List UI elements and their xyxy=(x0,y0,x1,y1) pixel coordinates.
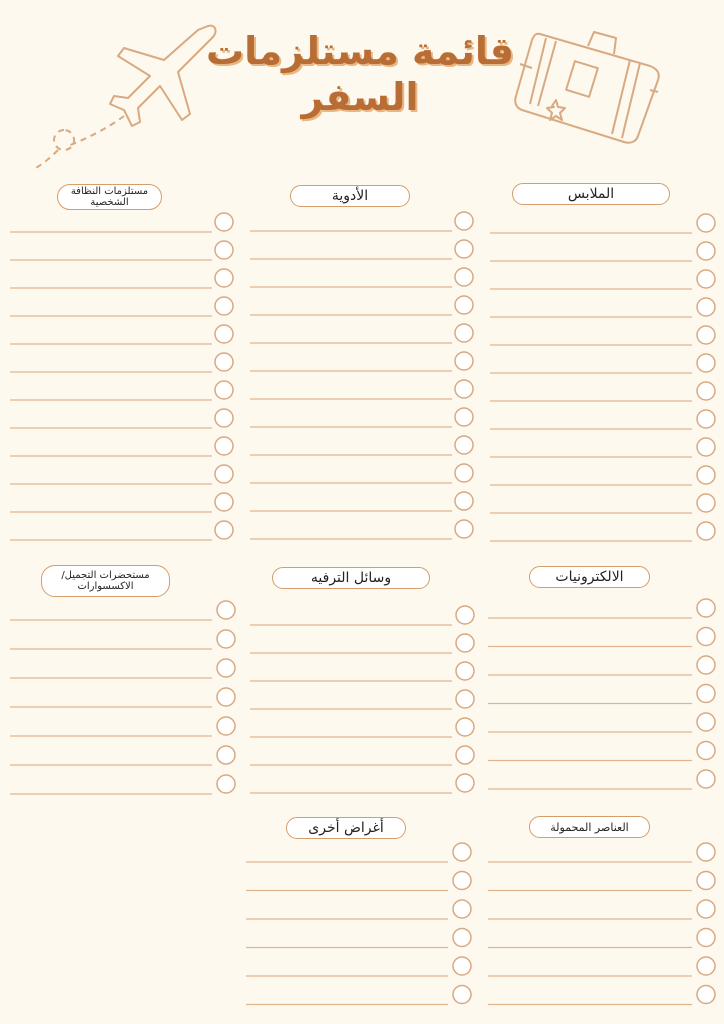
entertainment-checkbox[interactable] xyxy=(456,690,474,708)
hygiene-checkbox[interactable] xyxy=(215,213,233,231)
cosmetics-checkbox[interactable] xyxy=(217,746,235,764)
electronics-checkbox[interactable] xyxy=(697,685,715,703)
electronics-checkbox[interactable] xyxy=(697,599,715,617)
hygiene-checkbox[interactable] xyxy=(215,409,233,427)
hygiene-checkbox[interactable] xyxy=(215,465,233,483)
clothes-checkbox[interactable] xyxy=(697,438,715,456)
clothes-checkbox[interactable] xyxy=(697,242,715,260)
section-header-entertainment: وسائل الترفيه xyxy=(272,567,430,589)
medicine-checkbox[interactable] xyxy=(455,464,473,482)
clothes-checkbox[interactable] xyxy=(697,522,715,540)
clothes-checkbox[interactable] xyxy=(697,214,715,232)
carry-on-checkbox[interactable] xyxy=(697,929,715,947)
carry-on-checkbox[interactable] xyxy=(697,843,715,861)
hygiene-checkbox[interactable] xyxy=(215,353,233,371)
carry-on-checkbox[interactable] xyxy=(697,986,715,1004)
clothes-checkbox[interactable] xyxy=(697,326,715,344)
section-header-cosmetics: مستحضرات التجميل/ الاكسسوارات xyxy=(41,565,170,597)
entertainment-checkbox[interactable] xyxy=(456,606,474,624)
hygiene-checkbox[interactable] xyxy=(215,493,233,511)
hygiene-checkbox[interactable] xyxy=(215,297,233,315)
medicine-checkbox[interactable] xyxy=(455,212,473,230)
carry-on-checkbox[interactable] xyxy=(697,872,715,890)
cosmetics-checkbox[interactable] xyxy=(217,659,235,677)
other-checkbox[interactable] xyxy=(453,872,471,890)
clothes-checkbox[interactable] xyxy=(697,270,715,288)
clothes-checkbox[interactable] xyxy=(697,354,715,372)
other-checkbox[interactable] xyxy=(453,843,471,861)
electronics-checkbox[interactable] xyxy=(697,770,715,788)
clothes-checkbox[interactable] xyxy=(697,298,715,316)
other-checkbox[interactable] xyxy=(453,900,471,918)
hygiene-checkbox[interactable] xyxy=(215,381,233,399)
other-checkbox[interactable] xyxy=(453,986,471,1004)
clothes-checkbox[interactable] xyxy=(697,410,715,428)
medicine-checkbox[interactable] xyxy=(455,352,473,370)
electronics-checkbox[interactable] xyxy=(697,656,715,674)
hygiene-checkbox[interactable] xyxy=(215,325,233,343)
medicine-checkbox[interactable] xyxy=(455,520,473,538)
medicine-checkbox[interactable] xyxy=(455,268,473,286)
entertainment-checkbox[interactable] xyxy=(456,746,474,764)
cosmetics-checkbox[interactable] xyxy=(217,688,235,706)
section-header-clothes: الملابس xyxy=(512,183,670,205)
title-line-2: السفر xyxy=(301,75,419,119)
medicine-checkbox[interactable] xyxy=(455,240,473,258)
other-checkbox[interactable] xyxy=(453,929,471,947)
other-checkbox[interactable] xyxy=(453,957,471,975)
section-header-other: أغراض أخرى xyxy=(286,817,406,839)
section-header-carry-on: العناصر المحمولة xyxy=(529,816,650,838)
clothes-checkbox[interactable] xyxy=(697,382,715,400)
cosmetics-checkbox[interactable] xyxy=(217,601,235,619)
hygiene-checkbox[interactable] xyxy=(215,241,233,259)
electronics-checkbox[interactable] xyxy=(697,742,715,760)
medicine-checkbox[interactable] xyxy=(455,380,473,398)
entertainment-checkbox[interactable] xyxy=(456,774,474,792)
carry-on-checkbox[interactable] xyxy=(697,900,715,918)
section-header-medicine: الأدوية xyxy=(290,185,410,207)
medicine-checkbox[interactable] xyxy=(455,436,473,454)
medicine-checkbox[interactable] xyxy=(455,296,473,314)
section-header-electronics: الالكترونيات xyxy=(529,566,650,588)
entertainment-checkbox[interactable] xyxy=(456,634,474,652)
entertainment-checkbox[interactable] xyxy=(456,662,474,680)
hygiene-checkbox[interactable] xyxy=(215,521,233,539)
cosmetics-checkbox[interactable] xyxy=(217,630,235,648)
section-header-hygiene: مستلزمات النظافة الشخصية xyxy=(57,184,162,210)
clothes-checkbox[interactable] xyxy=(697,466,715,484)
electronics-checkbox[interactable] xyxy=(697,628,715,646)
medicine-checkbox[interactable] xyxy=(455,492,473,510)
medicine-checkbox[interactable] xyxy=(455,408,473,426)
carry-on-checkbox[interactable] xyxy=(697,957,715,975)
entertainment-checkbox[interactable] xyxy=(456,718,474,736)
cosmetics-checkbox[interactable] xyxy=(217,775,235,793)
title-line-1: قائمة مستلزمات xyxy=(205,29,514,73)
hygiene-checkbox[interactable] xyxy=(215,269,233,287)
clothes-checkbox[interactable] xyxy=(697,494,715,512)
medicine-checkbox[interactable] xyxy=(455,324,473,342)
cosmetics-checkbox[interactable] xyxy=(217,717,235,735)
electronics-checkbox[interactable] xyxy=(697,713,715,731)
hygiene-checkbox[interactable] xyxy=(215,437,233,455)
